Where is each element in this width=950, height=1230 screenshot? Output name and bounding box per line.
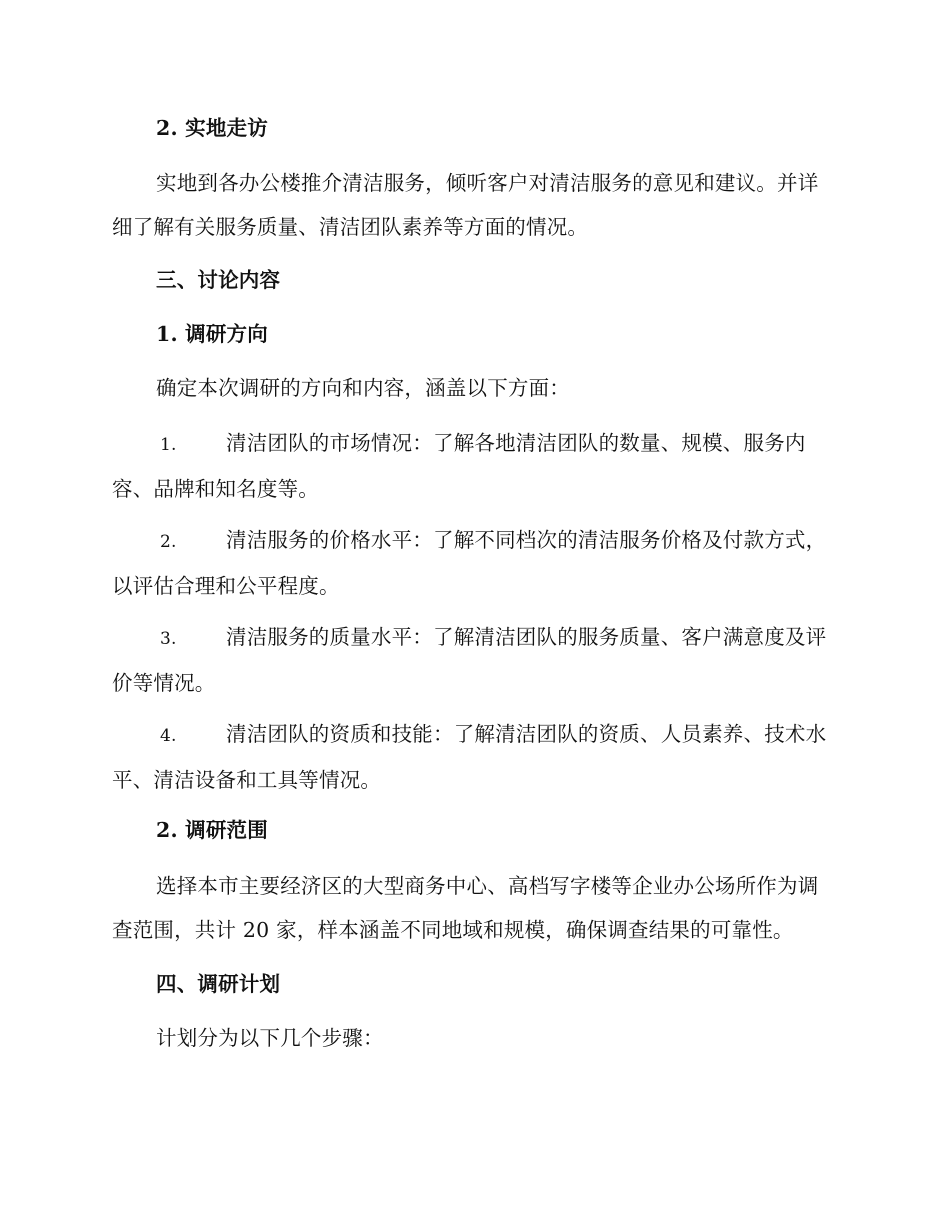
paragraph-direction-intro: 确定本次调研的方向和内容，涵盖以下方面： (156, 376, 570, 400)
section-heading-direction: 1. 调研方向 (156, 322, 268, 346)
paragraph-visit: 实地到各办公楼推介清洁服务，倾听客户对清洁服务的意见和建议。并详细了解有关服务质量、清洁团队素养等方面的情况。 (112, 171, 819, 239)
list-item-number: 4. (160, 726, 177, 746)
list-item-text: 清洁服务的价格水平：了解不同档次的清洁服务价格及付款方式，以评估合理和公平程度。 (112, 528, 827, 598)
section-heading-scope: 2. 调研范围 (156, 818, 268, 842)
section-heading-visit: 2. 实地走访 (156, 116, 268, 140)
list-item (112, 712, 838, 802)
section-heading-plan: 四、调研计划 (156, 972, 281, 996)
list-item (112, 518, 838, 608)
paragraph-plan-intro: 计划分为以下几个步骤： (156, 1026, 384, 1050)
list-item-number: 1. (160, 435, 177, 455)
list-item-text: 清洁服务的质量水平：了解清洁团队的服务质量、客户满意度及评价等情况。 (112, 625, 827, 695)
list-item (112, 421, 838, 511)
list-item-number: 2. (160, 532, 177, 552)
list-item-text: 清洁团队的市场情况：了解各地清洁团队的数量、规模、服务内容、品牌和知名度等。 (112, 431, 806, 501)
list-item-number: 3. (160, 629, 177, 649)
paragraph-scope: 选择本市主要经济区的大型商务中心、高档写字楼等企业办公场所作为调查范围，共计 20 家，样本涵盖不同地域和规模，确保调查结果的可靠性。 (112, 874, 819, 942)
section-heading-discussion: 三、讨论内容 (156, 268, 281, 292)
list-item-text: 清洁团队的资质和技能：了解清洁团队的资质、人员素养、技术水平、清洁设备和工具等情况。 (112, 722, 827, 792)
list-item (112, 615, 838, 705)
